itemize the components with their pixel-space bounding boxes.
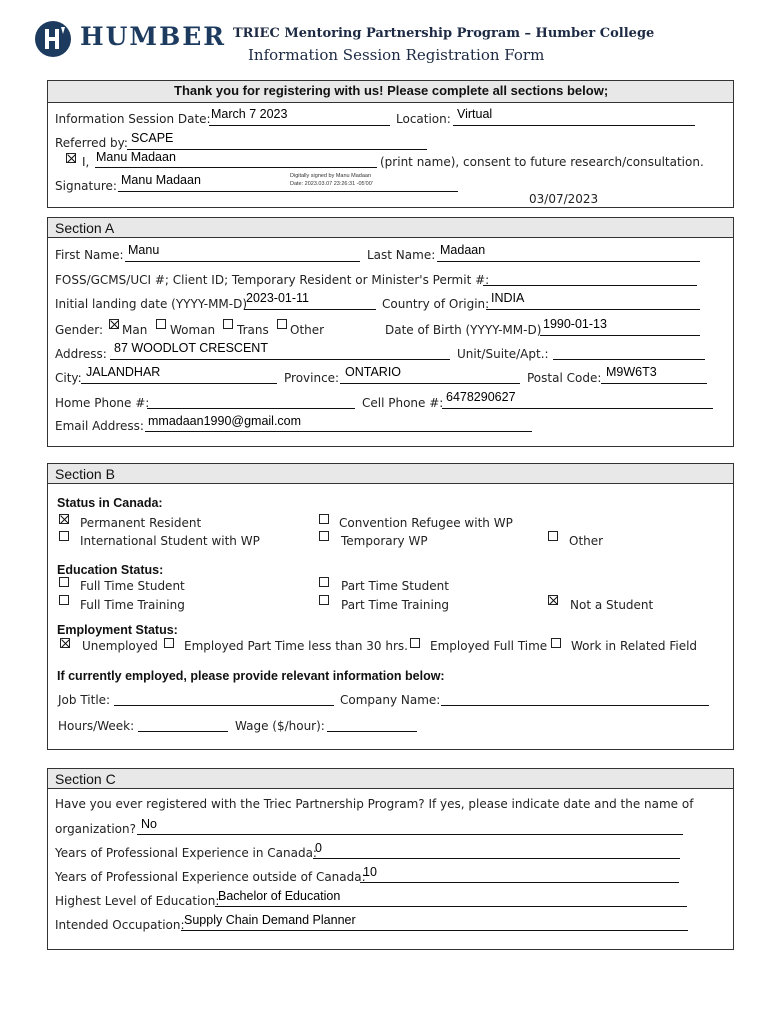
session-date-label: Information Session Date: <box>55 112 211 126</box>
foss-field[interactable] <box>483 285 697 286</box>
part-time-training-label: Part Time Training <box>341 598 450 612</box>
temporary-wp-label: Temporary WP <box>341 534 428 548</box>
permanent-resident-checkbox[interactable] <box>59 514 69 524</box>
intro-banner-text: Thank you for registering with us! Please complete all sections below; <box>174 83 609 98</box>
employed-part-time-checkbox[interactable] <box>164 638 174 648</box>
occupation-line <box>181 930 688 931</box>
temporary-wp-checkbox[interactable] <box>319 531 329 541</box>
gender-label: Gender: <box>55 323 104 337</box>
location-label: Location: <box>396 112 451 126</box>
city-label: City: <box>55 371 82 385</box>
address-label: Address: <box>55 347 107 361</box>
form-title: Information Session Registration Form <box>248 46 545 64</box>
gender-man-checkbox[interactable] <box>109 319 119 329</box>
digital-signature-stamp <box>290 172 373 188</box>
part-time-student-checkbox[interactable] <box>319 577 329 587</box>
cell-phone-line <box>442 408 713 409</box>
hours-field[interactable] <box>138 731 228 732</box>
company-label: Company Name: <box>340 693 441 707</box>
address-field[interactable]: 87 WOODLOT CRESCENT <box>114 341 268 355</box>
location-line <box>453 125 695 126</box>
session-date-line <box>209 125 390 126</box>
consent-suffix: (print name), consent to future research/consultation. <box>380 155 704 169</box>
job-title-label: Job Title: <box>58 693 111 707</box>
consent-name-line <box>95 167 377 168</box>
status-heading: Status in Canada: <box>57 496 163 510</box>
program-title: TRIEC Mentoring Partnership Program – Humber College <box>233 26 655 41</box>
triec-question-line2: organization? <box>55 822 136 836</box>
last-name-line <box>437 261 700 262</box>
not-a-student-label: Not a Student <box>570 598 654 612</box>
exp-canada-label: Years of Professional Experience in Canada: <box>55 846 317 860</box>
full-time-training-checkbox[interactable] <box>59 595 69 605</box>
triec-answer-line <box>137 834 683 835</box>
section-c-title: Section C <box>55 771 116 787</box>
first-name-line <box>125 261 360 262</box>
signature-line <box>118 191 458 192</box>
dob-field[interactable]: 1990-01-13 <box>543 317 607 331</box>
digital-sig-line1: Digitally signed by Manu Madaan <box>290 173 372 179</box>
cell-phone-field[interactable]: 6478290627 <box>446 390 516 404</box>
session-date-field[interactable]: March 7 2023 <box>211 107 288 121</box>
permanent-resident-label: Permanent Resident <box>80 516 202 530</box>
occupation-label: Intended Occupation: <box>55 918 185 932</box>
convention-refugee-checkbox[interactable] <box>319 514 329 524</box>
section-c-header <box>47 768 734 789</box>
employed-full-time-label: Employed Full Time <box>430 639 548 653</box>
international-student-label: International Student with WP <box>80 534 260 548</box>
dob-line <box>540 335 700 336</box>
exp-canada-line <box>313 858 680 859</box>
province-label: Province: <box>284 371 340 385</box>
status-other-checkbox[interactable] <box>548 531 558 541</box>
country-field[interactable]: INDIA <box>491 291 525 305</box>
exp-outside-label: Years of Professional Experience outside of Canada: <box>55 870 366 884</box>
dob-label: Date of Birth (YYYY-MM-D) <box>385 323 542 337</box>
unit-field[interactable] <box>553 359 705 360</box>
postal-field[interactable]: M9W6T3 <box>606 365 657 379</box>
employment-heading: Employment Status: <box>57 623 178 637</box>
gender-woman-label: Woman <box>170 323 216 337</box>
full-time-student-label: Full Time Student <box>80 579 185 593</box>
signature-label: Signature: <box>55 179 117 193</box>
first-name-label: First Name: <box>55 248 124 262</box>
digital-sig-line2: Date: 2023.03.07 23:26:31 -05'00' <box>290 181 373 187</box>
section-a-header <box>47 217 734 238</box>
full-time-student-checkbox[interactable] <box>59 577 69 587</box>
foss-label: FOSS/GCMS/UCI #; Client ID; Temporary Resident or Minister's Permit #: <box>55 273 490 287</box>
status-other-label: Other <box>569 534 604 548</box>
consent-prefix: I, <box>82 155 90 169</box>
work-related-label: Work in Related Field <box>571 639 698 653</box>
gender-trans-checkbox[interactable] <box>223 319 233 329</box>
education-label: Highest Level of Education: <box>55 894 220 908</box>
occupation-field[interactable]: Supply Chain Demand Planner <box>184 913 356 927</box>
gender-other-checkbox[interactable] <box>277 319 287 329</box>
consent-name-field[interactable]: Manu Madaan <box>96 150 176 164</box>
full-time-training-label: Full Time Training <box>80 598 185 612</box>
last-name-field[interactable]: Madaan <box>440 243 486 257</box>
email-line <box>145 431 532 432</box>
unemployed-checkbox[interactable] <box>60 638 70 648</box>
province-line <box>340 383 520 384</box>
cell-phone-label: Cell Phone #: <box>362 396 444 410</box>
not-a-student-checkbox[interactable] <box>548 595 558 605</box>
landing-date-field[interactable]: 2023-01-11 <box>246 291 310 305</box>
hours-label: Hours/Week: <box>58 719 135 733</box>
education-field[interactable]: Bachelor of Education <box>218 889 341 903</box>
gender-trans-label: Trans <box>237 323 269 337</box>
postal-line <box>601 383 707 384</box>
section-a-title: Section A <box>55 220 115 236</box>
section-b-title: Section B <box>55 466 115 482</box>
postal-label: Postal Code: <box>527 371 602 385</box>
logo-text: HUMBER <box>80 22 227 51</box>
international-student-checkbox[interactable] <box>59 531 69 541</box>
country-label: Country of Origin: <box>382 297 490 311</box>
wage-label: Wage ($/hour): <box>235 719 325 733</box>
work-related-checkbox[interactable] <box>551 638 561 648</box>
employed-full-time-checkbox[interactable] <box>410 638 420 648</box>
education-line <box>215 906 687 907</box>
convention-refugee-label: Convention Refugee with WP <box>339 516 513 530</box>
signature-date: 03/07/2023 <box>529 192 599 206</box>
gender-other-label: Other <box>290 323 325 337</box>
job-title-field[interactable] <box>114 705 334 706</box>
email-label: Email Address: <box>55 419 144 433</box>
unit-label: Unit/Suite/Apt.: <box>457 347 549 361</box>
unemployed-label: Unemployed <box>82 639 158 653</box>
part-time-student-label: Part Time Student <box>341 579 449 593</box>
landing-line <box>244 309 376 310</box>
address-line <box>110 359 450 360</box>
gender-man-label: Man <box>122 323 148 337</box>
referred-field[interactable]: SCAPE <box>131 131 174 145</box>
wage-field[interactable] <box>327 731 417 732</box>
exp-outside-field[interactable]: 10 <box>363 865 377 879</box>
email-field[interactable]: mmadaan1990@gmail.com <box>148 414 302 428</box>
location-field[interactable]: Virtual <box>457 107 493 121</box>
consent-checkbox[interactable] <box>66 153 76 163</box>
home-phone-field[interactable] <box>147 408 355 409</box>
triec-answer-field[interactable]: No <box>141 817 157 831</box>
exp-outside-line <box>360 882 679 883</box>
gender-woman-checkbox[interactable] <box>156 319 166 329</box>
country-line <box>486 309 700 310</box>
city-field[interactable]: JALANDHAR <box>86 365 161 379</box>
landing-label: Initial landing date (YYYY-MM-D) <box>55 297 248 311</box>
part-time-training-checkbox[interactable] <box>319 595 329 605</box>
city-line <box>81 383 277 384</box>
province-field[interactable]: ONTARIO <box>345 365 402 379</box>
employed-heading: If currently employed, please provide relevant information below: <box>57 669 445 683</box>
first-name-field[interactable]: Manu <box>128 243 160 257</box>
humber-logo-icon <box>34 20 72 58</box>
triec-question-line1: Have you ever registered with the Triec Partnership Program? If yes, please indicate date and the name of <box>55 797 694 811</box>
section-b-header <box>47 463 734 484</box>
employed-part-time-label: Employed Part Time less than 30 hrs. <box>184 639 408 653</box>
last-name-label: Last Name: <box>367 248 436 262</box>
exp-canada-field[interactable]: 0 <box>315 841 322 855</box>
signature-field[interactable]: Manu Madaan <box>121 173 201 187</box>
company-field[interactable] <box>441 705 709 706</box>
referred-label: Referred by: <box>55 136 128 150</box>
education-heading: Education Status: <box>57 563 164 577</box>
home-phone-label: Home Phone #: <box>55 396 150 410</box>
